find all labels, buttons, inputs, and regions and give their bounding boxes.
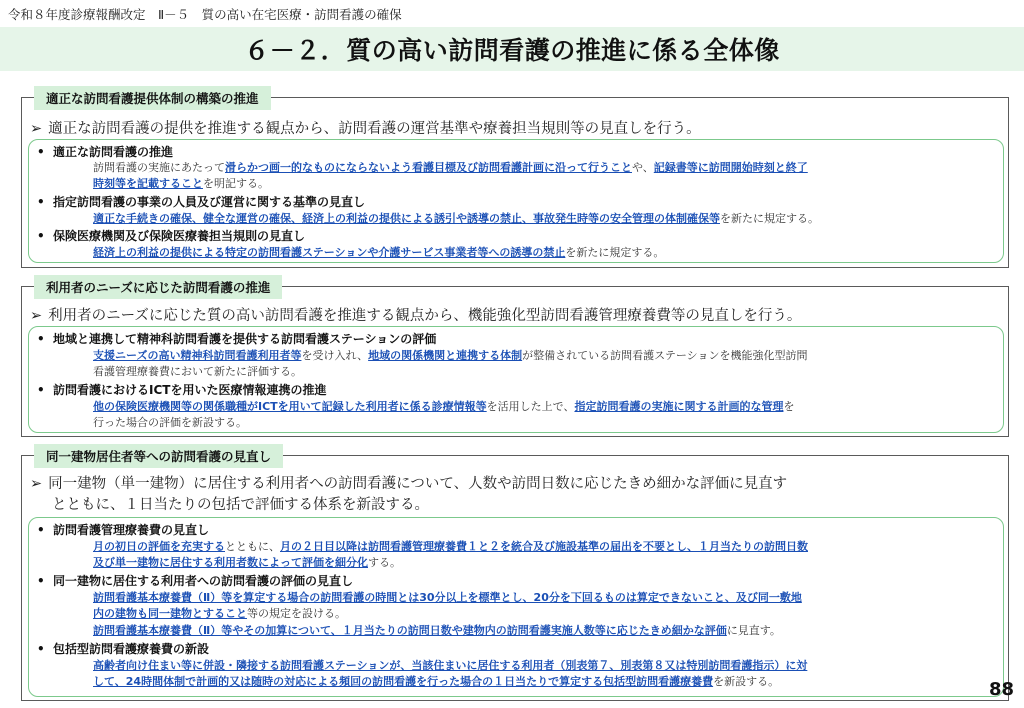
item-body-line: 内の建物も同一建物とすること等の規定を設ける。: [93, 607, 346, 620]
section-lead: ➢ 適正な訪問看護の提供を推進する観点から、訪問看護の運営基準や療養担当規則等の見直しを行う。: [30, 121, 701, 137]
section-lead: ➢ 同一建物（単一建物）に居住する利用者への訪問看護について、人数や訪問日数に応じたきめ細かな評価に見直す とともに、１日当たりの包括で評価する体系を新設する。: [30, 476, 788, 513]
item-body-line: 経済上の利益の提供による特定の訪問看護ステーションや介護サービス事業者等への誘導の禁止を新たに規定する。: [93, 246, 665, 259]
section-items-box: [28, 139, 1004, 263]
item-body-line: 支援ニーズの高い精神科訪問看護利用者等を受け入れ、地域の関係機関と連携する体制が整備されている訪問看護ステーションを機能強化型訪問: [93, 349, 808, 362]
page-title: ６－２．質の高い訪問看護の推進に係る全体像: [244, 36, 780, 65]
item-body-line: 他の保険医療機関等の関係職種がICTを用いて記録した利用者に係る診療情報等を活用した上で、指定訪問看護の実施に関する計画的な管理を: [93, 400, 795, 413]
section-same-building: [21, 449, 1009, 701]
item-body-line: して、24時間体制で計画的又は随時の対応による頻回の訪問看護を行った場合の１日当たりで算定する包括型訪問看護療養費を新設する。: [93, 675, 780, 688]
section-lead: ➢ 利用者のニーズに応じた質の高い訪問看護を推進する観点から、機能強化型訪問看護管理療養費等の見直しを行う。: [30, 308, 802, 324]
item-title: • 同一建物に居住する利用者への訪問看護の評価の見直し: [37, 574, 354, 588]
item-title: • 訪問看護管理療養費の見直し: [37, 523, 210, 537]
item-title: • 地域と連携して精神科訪問看護を提供する訪問看護ステーションの評価: [37, 332, 437, 346]
section-user-needs: [21, 280, 1009, 437]
title-band: [0, 27, 1024, 71]
section-label: 利用者のニーズに応じた訪問看護の推進: [34, 275, 282, 299]
item-body-line: 看護管理療養費において新たに評価する。: [93, 365, 302, 378]
item-body-line: 訪問看護基本療養費（Ⅱ）等を算定する場合の訪問看護の時間とは30分以上を標準とし、20分を下回るものは算定できないこと、及び同一敷地: [93, 591, 802, 604]
item-body-line: 行った場合の評価を新設する。: [93, 416, 247, 429]
item-title: • 適正な訪問看護の推進: [37, 145, 174, 159]
section-label: 適正な訪問看護提供体制の構築の推進: [34, 86, 271, 110]
item-title: • 保険医療機関及び保険医療養担当規則の見直し: [37, 229, 306, 243]
item-body-line: 適正な手続きの確保、健全な運営の確保、経済上の利益の提供による誘引や誘導の禁止、事故発生時等の安全管理の体制確保等を新たに規定する。: [93, 212, 819, 225]
item-body-line: 高齢者向け住まい等に併設・隣接する訪問看護ステーションが、当該住まいに居住する利用者（別表第７、別表第８又は特別訪問看護指示）に対: [93, 659, 808, 672]
section-label: 同一建物居住者等への訪問看護の見直し: [34, 444, 283, 468]
item-title: • 訪問看護におけるICTを用いた医療情報連携の推進: [37, 383, 327, 397]
item-body-line: 時刻等を記載することを明記する。: [93, 177, 269, 190]
item-body-line: 訪問看護基本療養費（Ⅱ）等やその加算について、１月当たりの訪問日数や建物内の訪問看護実施人数等に応じたきめ細かな評価に見直す。: [93, 624, 781, 637]
breadcrumb: 令和８年度診療報酬改定 Ⅱ－５ 質の高い在宅医療・訪問看護の確保: [8, 7, 402, 22]
section-items-box: [28, 517, 1004, 697]
item-title: • 包括型訪問看護療養費の新設: [37, 642, 210, 656]
item-body-line: 及び単一建物に居住する利用者数によって評価を細分化する。: [93, 556, 401, 569]
item-body-line: 月の初日の評価を充実するとともに、月の２日目以降は訪問看護管理療養費１と２を統合及び施設基準の届出を不要とし、１月当たりの訪問日数: [93, 540, 808, 553]
item-title: • 指定訪問看護の事業の人員及び運営に関する基準の見直し: [37, 195, 366, 209]
section-provision-system: [21, 91, 1009, 268]
section-items-box: [28, 326, 1004, 433]
page-number: 88: [988, 679, 1014, 700]
item-body-line: 訪問看護の実施にあたって滑らかつ画一的なものにならないよう看護目標及び訪問看護計画に沿って行うことや、記録書等に訪問開始時刻と終了: [93, 161, 808, 174]
